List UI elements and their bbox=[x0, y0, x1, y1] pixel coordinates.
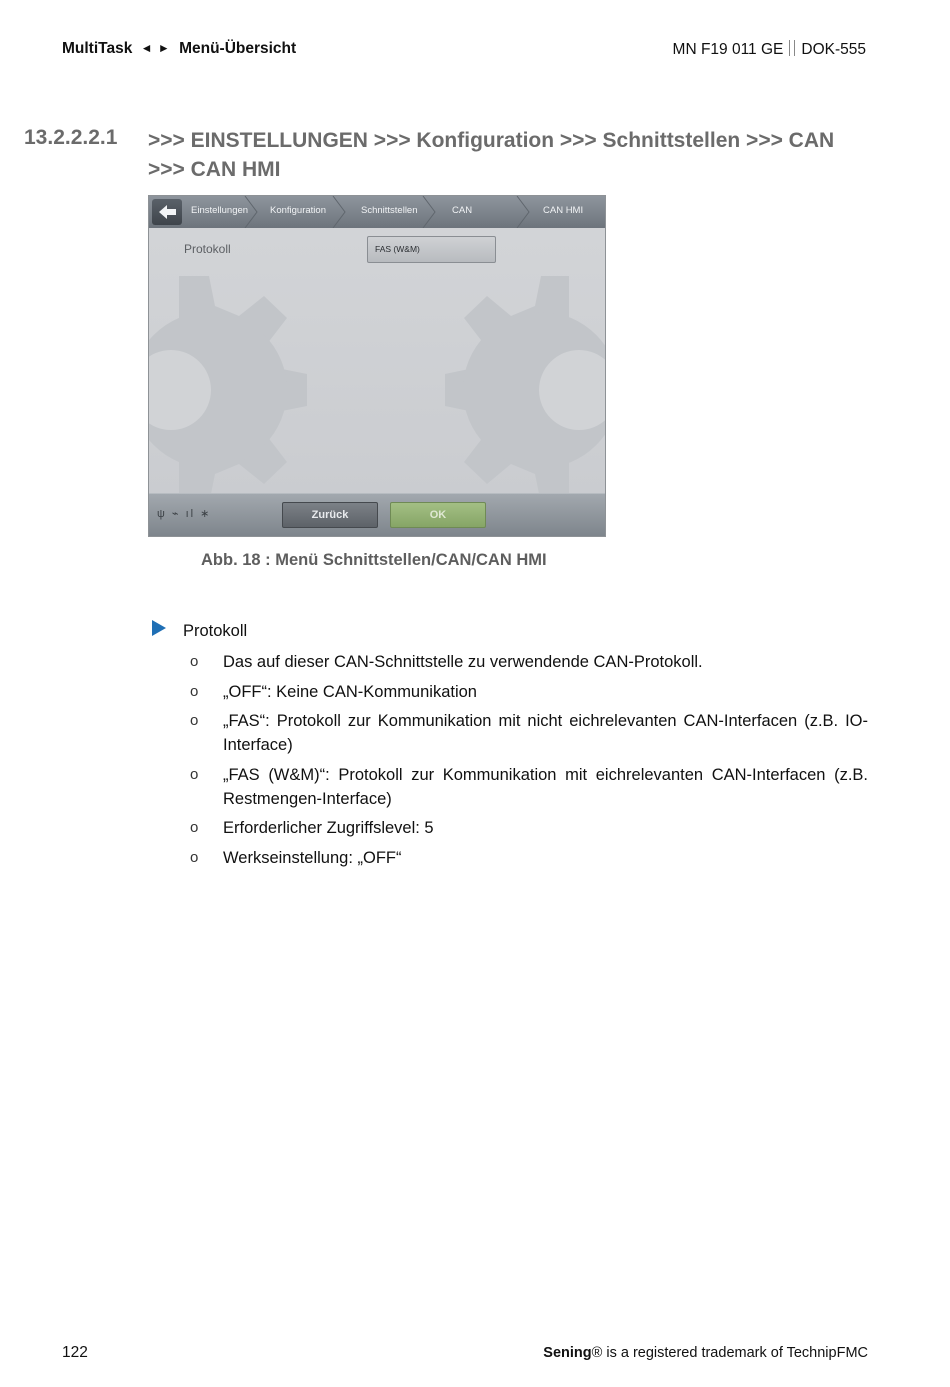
header-separator bbox=[789, 40, 795, 56]
circle-bullet-icon: o bbox=[190, 765, 199, 783]
footer-trademark-text: ® is a registered trademark of TechnipFMC bbox=[591, 1345, 868, 1361]
bullet-list bbox=[190, 650, 868, 875]
bottom-bar bbox=[149, 493, 605, 536]
circle-bullet-icon: o bbox=[190, 653, 199, 670]
list-heading: Protokoll bbox=[183, 622, 248, 640]
breadcrumb-konfiguration[interactable]: Konfiguration bbox=[270, 205, 326, 216]
header-doc-number: MN F19 011 GE bbox=[672, 41, 784, 58]
section-number: 13.2.2.2.1 bbox=[24, 126, 118, 149]
header-product: MultiTask bbox=[62, 40, 133, 57]
header-arrows: ◄ ► bbox=[140, 41, 171, 55]
header-section: Menü-Übersicht bbox=[179, 40, 297, 57]
breadcrumb-can[interactable]: CAN bbox=[452, 205, 473, 216]
circle-bullet-icon: o bbox=[190, 819, 199, 836]
circle-bullet-icon: o bbox=[190, 682, 199, 700]
list-item: o „FAS“: Protokoll zur Kommunikation mit nicht eichrelevanten CAN-Interfacen (z.B. IO-Interface) bbox=[190, 709, 868, 757]
section-path-line2: >>> CAN HMI bbox=[148, 158, 281, 181]
list-item: o „FAS (W&M)“: Protokoll zur Kommunikation mit eichrelevanten CAN-Interfacen (z.B. Restmengen-Interface) bbox=[190, 763, 868, 811]
header-doc-ref: DOK-555 bbox=[801, 41, 866, 58]
breadcrumb-can-hmi: CAN HMI bbox=[543, 205, 584, 216]
list-item: o Erforderlicher Zugriffslevel: 5 bbox=[190, 816, 868, 840]
breadcrumb-schnittstellen[interactable]: Schnittstellen bbox=[361, 205, 418, 216]
status-icons: ψ ⌁ ıl ∗ bbox=[157, 508, 212, 520]
ok-button[interactable]: OK bbox=[390, 502, 486, 528]
breadcrumb-einstellungen[interactable]: Einstellungen bbox=[191, 205, 249, 216]
list-item: o Das auf dieser CAN-Schnittstelle zu verwendende CAN-Protokoll. bbox=[190, 650, 868, 674]
breadcrumb-bar bbox=[149, 196, 605, 228]
triangle-bullet-icon bbox=[152, 620, 166, 636]
footer-trademark bbox=[543, 1345, 868, 1361]
list-item: o „OFF“: Keine CAN-Kommunikation bbox=[190, 680, 868, 704]
section-title bbox=[148, 126, 848, 184]
page-number: 122 bbox=[62, 1344, 88, 1361]
circle-bullet-icon: o bbox=[190, 848, 199, 866]
circle-bullet-icon: o bbox=[190, 712, 199, 729]
list-item: o Werkseinstellung: „OFF“ bbox=[190, 846, 868, 870]
protocol-select[interactable]: FAS (W&M) bbox=[367, 236, 496, 263]
header-right bbox=[673, 40, 866, 59]
zurueck-button[interactable]: Zurück bbox=[282, 502, 378, 528]
footer-brand: Sening bbox=[543, 1345, 592, 1361]
protocol-label: Protokoll bbox=[184, 242, 231, 256]
header-left bbox=[62, 40, 296, 58]
device-screenshot bbox=[148, 195, 606, 537]
section-path-line1: >>> EINSTELLUNGEN >>> Konfiguration >>> Schnittstellen >>> CAN bbox=[148, 129, 835, 152]
figure-caption: Abb. 18 : Menü Schnittstellen/CAN/CAN HMI bbox=[201, 551, 547, 569]
